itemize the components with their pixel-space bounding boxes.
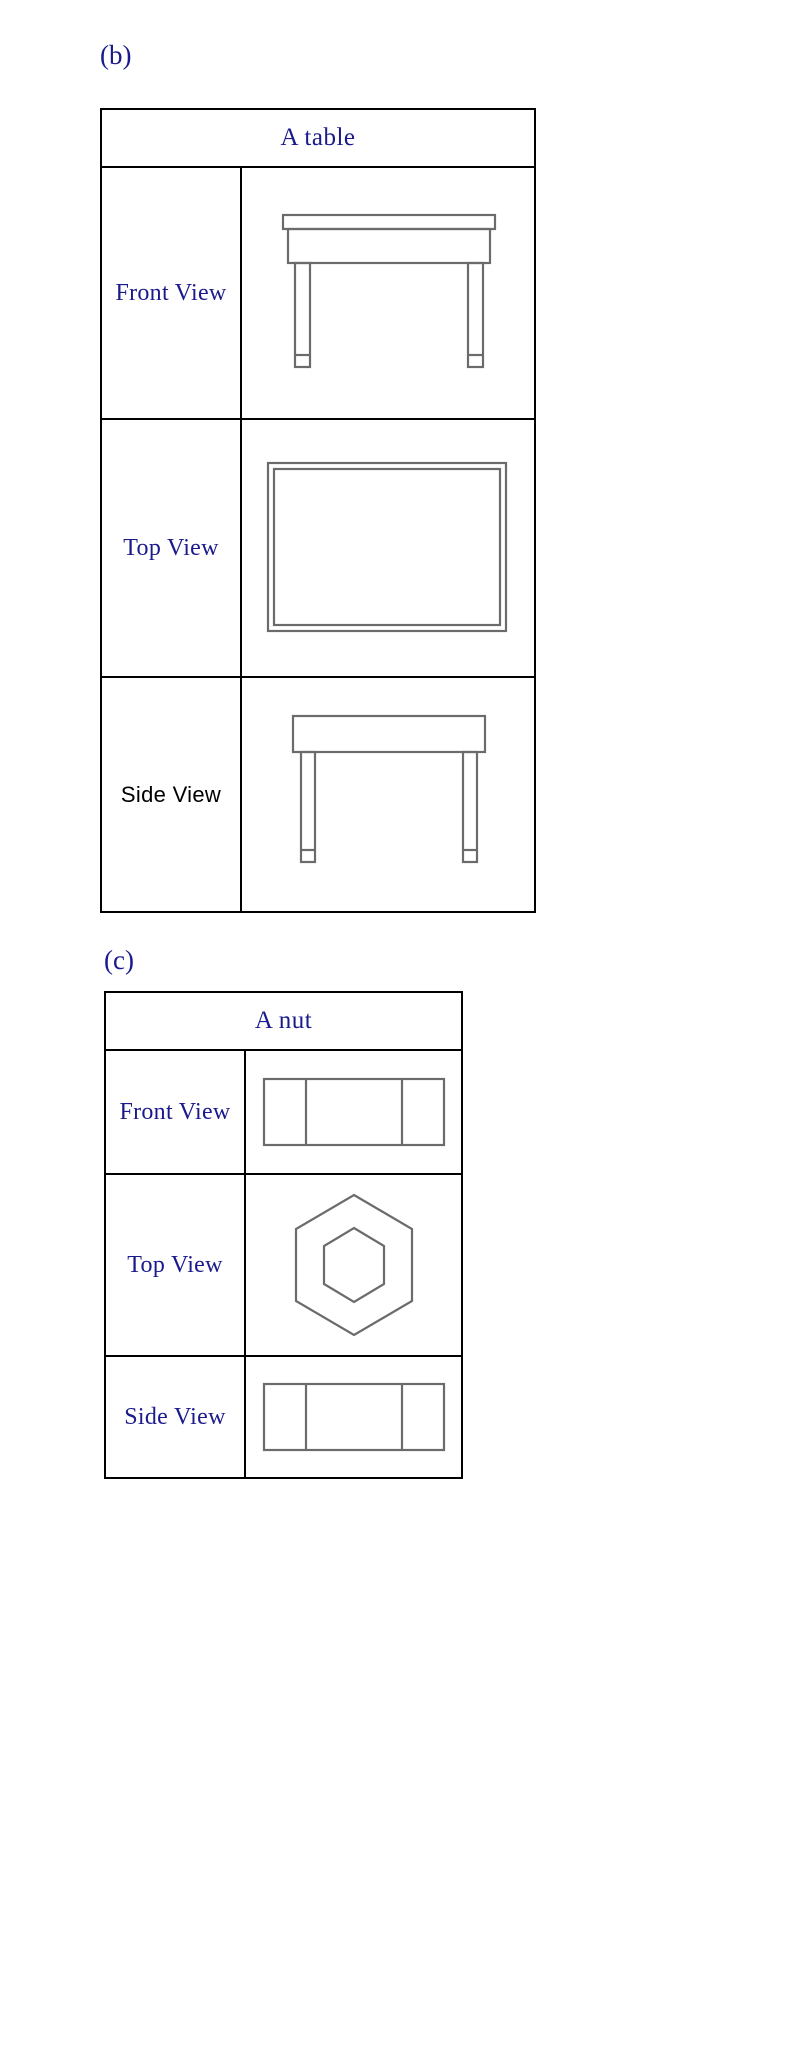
table-front-view-drawing: [242, 203, 534, 383]
table-front-view-cell: [241, 167, 535, 419]
panel-title-table: A table: [101, 109, 535, 167]
nut-top-view-drawing: [246, 1183, 461, 1348]
table-row: [101, 677, 535, 912]
table-row: [101, 419, 535, 677]
panel-label-c: (c): [104, 945, 134, 975]
table-views-panel: [100, 108, 536, 913]
table-title-row: [101, 109, 535, 167]
nut-views-panel: [104, 991, 463, 1479]
row-label-side-view: Side View: [101, 677, 241, 912]
table-top-view-drawing: [242, 451, 534, 646]
table-side-view-drawing: [242, 702, 534, 887]
row-label-top-view: Top View: [105, 1174, 245, 1356]
nut-side-view-drawing: [246, 1374, 461, 1460]
table-row: [105, 1050, 462, 1174]
nut-front-view-drawing: [246, 1069, 461, 1155]
row-label-front-view: Front View: [105, 1050, 245, 1174]
table-title-row: [105, 992, 462, 1050]
panel-title-nut: A nut: [105, 992, 462, 1050]
nut-side-view-cell: [245, 1356, 462, 1478]
table-top-view-cell: [241, 419, 535, 677]
row-label-top-view: Top View: [101, 419, 241, 677]
table-side-view-cell: [241, 677, 535, 912]
row-label-front-view: Front View: [101, 167, 241, 419]
nut-front-view-cell: [245, 1050, 462, 1174]
table-row: [105, 1356, 462, 1478]
row-label-side-view: Side View: [105, 1356, 245, 1478]
table-row: [101, 167, 535, 419]
table-row: [105, 1174, 462, 1356]
nut-top-view-cell: [245, 1174, 462, 1356]
panel-label-b: (b): [100, 40, 132, 70]
